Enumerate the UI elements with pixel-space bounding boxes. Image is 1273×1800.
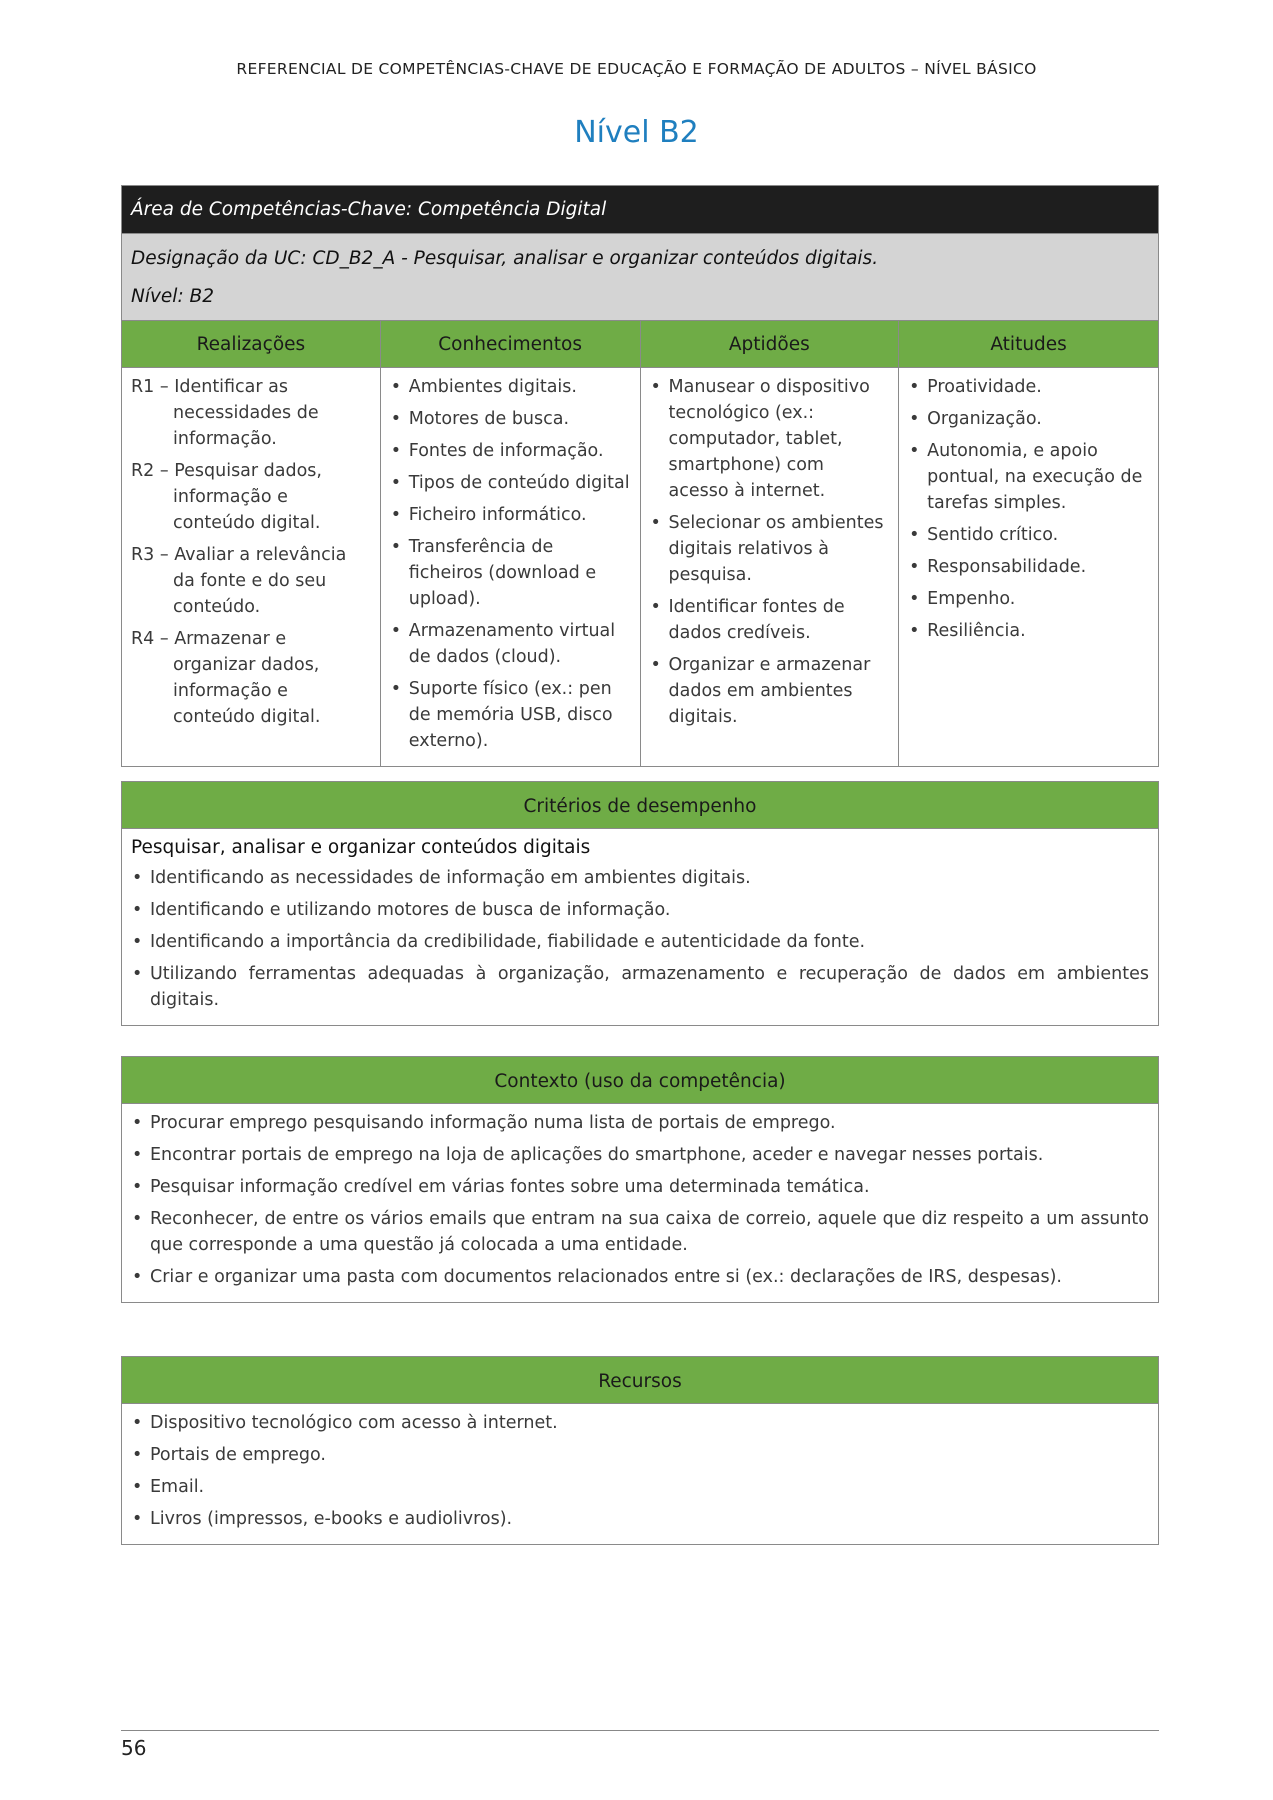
realizacao-code: R1 – <box>131 377 169 397</box>
list-item: • Autonomia, e apoio pontual, na execução de tarefas simples. <box>908 438 1149 516</box>
uc-table <box>121 185 1159 767</box>
realizacoes-list <box>131 374 371 730</box>
list-item: • Identificando a importância da credibilidade, fiabilidade e autenticidade da fonte. <box>131 929 1149 955</box>
list-item: • Manusear o dispositivo tecnológico (ex.: computador, tablet, smartphone) com acesso à internet. <box>650 374 890 504</box>
recursos-title: Recursos <box>121 1356 1159 1404</box>
footer-divider <box>121 1730 1159 1731</box>
list-item: • Responsabilidade. <box>908 554 1149 580</box>
list-item: • Identificando as necessidades de informação em ambientes digitais. <box>131 865 1149 891</box>
list-item: • Portais de emprego. <box>131 1442 1149 1468</box>
level-title: Nível B2 <box>574 115 699 150</box>
list-item: • Email. <box>131 1474 1149 1500</box>
area-row <box>122 186 1159 234</box>
list-item: • Empenho. <box>908 586 1149 612</box>
aptidoes-list <box>650 374 890 730</box>
designation-row <box>122 234 1159 321</box>
uc-designation: Designação da UC: CD_B2_A - Pesquisar, analisar e organizar conteúdos digitais. <box>131 248 879 269</box>
list-item: • Suporte físico (ex.: pen de memória USB, disco externo). <box>390 676 631 754</box>
criterios-section <box>121 781 1159 1026</box>
column-header-atitudes: Atitudes <box>899 321 1159 368</box>
list-item: • Transferência de ficheiros (download e upload). <box>390 534 631 612</box>
list-item: • Organizar e armazenar dados em ambientes digitais. <box>650 652 890 730</box>
list-item: • Identificar fontes de dados credíveis. <box>650 594 890 646</box>
contexto-list <box>131 1110 1149 1290</box>
realizacao-code: R4 – <box>131 629 169 649</box>
recursos-section <box>121 1356 1159 1545</box>
list-item: • Resiliência. <box>908 618 1149 644</box>
list-item: • Armazenamento virtual de dados (cloud). <box>390 618 631 670</box>
realizacao-text: Identificar as necessidades de informação. <box>173 377 319 449</box>
list-item: • Motores de busca. <box>390 406 631 432</box>
recursos-list <box>131 1410 1149 1532</box>
column-header-realizacoes: Realizações <box>122 321 381 368</box>
recursos-body <box>121 1404 1159 1545</box>
list-item: • Utilizando ferramentas adequadas à organização, armazenamento e recuperação de dados em ambientes digitais. <box>131 961 1149 1013</box>
list-item: • Dispositivo tecnológico com acesso à internet. <box>131 1410 1149 1436</box>
page-number: 56 <box>121 1736 147 1760</box>
contexto-section <box>121 1056 1159 1303</box>
list-item <box>131 542 371 620</box>
contexto-body <box>121 1104 1159 1303</box>
list-item: • Criar e organizar uma pasta com documentos relacionados entre si (ex.: declarações de IRS, despesas). <box>131 1264 1149 1290</box>
realizacao-code: R2 – <box>131 461 169 481</box>
contexto-title: Contexto (uso da competência) <box>121 1056 1159 1104</box>
list-item <box>131 626 371 730</box>
criterios-list <box>131 865 1149 1013</box>
content-row <box>122 368 1159 767</box>
uc-level: Nível: B2 <box>131 286 215 307</box>
realizacao-text: Avaliar a relevância da fonte e do seu conteúdo. <box>173 545 347 617</box>
column-header-aptidoes: Aptidões <box>640 321 899 368</box>
realizacao-text: Armazenar e organizar dados, informação e conteúdo digital. <box>173 629 321 727</box>
list-item: • Ambientes digitais. <box>390 374 631 400</box>
conhecimentos-list <box>390 374 631 754</box>
realizacoes-cell <box>122 368 381 767</box>
list-item <box>131 374 371 452</box>
area-title: Área de Competências-Chave: Competência Digital <box>122 186 1159 234</box>
criterios-subtitle: Pesquisar, analisar e organizar conteúdos digitais <box>131 837 591 858</box>
list-item: • Livros (impressos, e-books e audiolivros). <box>131 1506 1149 1532</box>
list-item: • Ficheiro informático. <box>390 502 631 528</box>
realizacao-code: R3 – <box>131 545 169 565</box>
list-item: • Pesquisar informação credível em várias fontes sobre uma determinada temática. <box>131 1174 1149 1200</box>
column-header-row <box>122 321 1159 368</box>
uc-table-block <box>121 185 1159 767</box>
atitudes-cell <box>899 368 1159 767</box>
atitudes-list <box>908 374 1149 644</box>
list-item: • Procurar emprego pesquisando informação numa lista de portais de emprego. <box>131 1110 1149 1136</box>
list-item: • Reconhecer, de entre os vários emails que entram na sua caixa de correio, aquele que diz respeito a um assunto que corresponde a uma questão já colocada a uma entidade. <box>131 1206 1149 1258</box>
criterios-body <box>121 829 1159 1026</box>
criterios-title: Critérios de desempenho <box>121 781 1159 829</box>
list-item: • Proatividade. <box>908 374 1149 400</box>
list-item: • Organização. <box>908 406 1149 432</box>
list-item: • Fontes de informação. <box>390 438 631 464</box>
aptidoes-cell <box>640 368 899 767</box>
conhecimentos-cell <box>380 368 640 767</box>
realizacao-text: Pesquisar dados, informação e conteúdo digital. <box>173 461 322 533</box>
list-item: • Tipos de conteúdo digital <box>390 470 631 496</box>
list-item: • Sentido crítico. <box>908 522 1149 548</box>
list-item: • Encontrar portais de emprego na loja de aplicações do smartphone, aceder e navegar nesses portais. <box>131 1142 1149 1168</box>
list-item <box>131 458 371 536</box>
column-header-conhecimentos: Conhecimentos <box>380 321 640 368</box>
list-item: • Identificando e utilizando motores de busca de informação. <box>131 897 1149 923</box>
running-header: REFERENCIAL DE COMPETÊNCIAS-CHAVE DE EDUCAÇÃO E FORMAÇÃO DE ADULTOS – NÍVEL BÁSICO <box>236 60 1037 78</box>
list-item: • Selecionar os ambientes digitais relativos à pesquisa. <box>650 510 890 588</box>
